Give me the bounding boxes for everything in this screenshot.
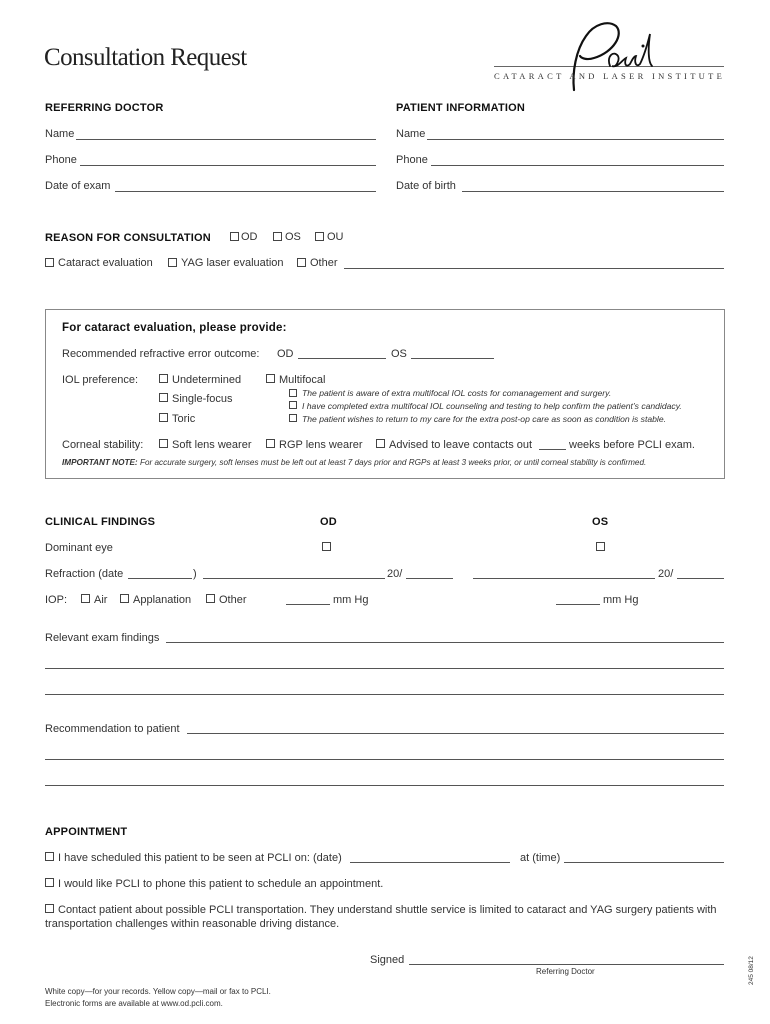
advised-contacts-label: Advised to leave contacts out: [389, 439, 533, 451]
os-option-label: OS: [285, 231, 301, 243]
os-checkbox[interactable]: [273, 232, 282, 241]
phone-patient-text: I would like PCLI to phone this patient to schedule an appointment.: [58, 878, 384, 890]
pacific-logo-signature: [552, 12, 662, 102]
transportation-text-2: transportation challenges within reasonable driving distance.: [45, 918, 340, 930]
transportation-text-1: Contact patient about possible PCLI transportation. They understand shuttle service is limited to cataract and YAG surgery patients with: [58, 904, 717, 916]
iol-multifocal-label: Multifocal: [279, 374, 326, 386]
iop-od-unit: mm Hg: [333, 594, 369, 606]
refractive-od-label: OD: [277, 348, 294, 360]
refraction-od-field[interactable]: [203, 578, 385, 579]
reason-heading: REASON FOR CONSULTATION: [45, 232, 211, 244]
soft-lens-checkbox[interactable]: [159, 439, 168, 448]
iol-toric-checkbox[interactable]: [159, 413, 168, 422]
other-reason-label: Other: [310, 257, 338, 269]
other-reason-field[interactable]: [344, 268, 724, 269]
multifocal-counseling-text: I have completed extra multifocal IOL counseling and testing to help confirm the patient’s candidacy.: [302, 401, 682, 411]
refraction-os-20: 20/: [658, 568, 674, 580]
iop-other-checkbox[interactable]: [206, 594, 215, 603]
dominant-od-checkbox[interactable]: [322, 542, 331, 551]
scheduled-time-field[interactable]: [564, 862, 724, 863]
relevant-findings-field-1[interactable]: [166, 642, 724, 643]
multifocal-aware-checkbox[interactable]: [289, 389, 297, 397]
iop-air-checkbox[interactable]: [81, 594, 90, 603]
weeks-field[interactable]: [539, 449, 566, 450]
clinical-os-heading: OS: [592, 516, 609, 528]
yag-eval-label: YAG laser evaluation: [181, 257, 284, 269]
iol-multifocal-checkbox[interactable]: [266, 374, 275, 383]
iol-preference-label: IOL preference:: [62, 374, 139, 386]
clinical-od-heading: OD: [320, 516, 337, 528]
weeks-before-label: weeks before PCLI exam.: [569, 439, 695, 451]
logo-subtitle: CATARACT AND LASER INSTITUTE: [494, 71, 726, 81]
recommendation-label: Recommendation to patient: [45, 723, 180, 735]
signed-label: Signed: [370, 954, 405, 966]
yag-eval-checkbox[interactable]: [168, 258, 177, 267]
relevant-findings-label: Relevant exam findings: [45, 632, 160, 644]
od-checkbox[interactable]: [230, 232, 239, 241]
cataract-eval-checkbox[interactable]: [45, 258, 54, 267]
transportation-checkbox[interactable]: [45, 904, 54, 913]
iol-single-focus-checkbox[interactable]: [159, 393, 168, 402]
footer-copies-text: White copy—for your records. Yellow copy—mail or fax to PCLI.: [45, 987, 271, 996]
doctor-name-label: Name: [45, 128, 75, 140]
dominant-eye-label: Dominant eye: [45, 542, 113, 554]
ou-option-label: OU: [327, 231, 344, 243]
doctor-name-field[interactable]: [76, 139, 376, 140]
rgp-lens-checkbox[interactable]: [266, 439, 275, 448]
refraction-date-field[interactable]: [128, 578, 192, 579]
doctor-phone-field[interactable]: [80, 165, 376, 166]
scheduled-date-field[interactable]: [350, 862, 510, 863]
corneal-stability-label: Corneal stability:: [62, 439, 144, 451]
important-note: [62, 458, 646, 467]
iop-air-label: Air: [94, 594, 108, 606]
relevant-findings-field-3[interactable]: [45, 694, 724, 695]
iop-od-field[interactable]: [286, 604, 330, 605]
iol-single-focus-label: Single-focus: [172, 393, 233, 405]
refractive-outcome-label: Recommended refractive error outcome:: [62, 348, 260, 360]
footer-electronic-text: Electronic forms are available at www.od.pcli.com.: [45, 999, 223, 1008]
rgp-lens-label: RGP lens wearer: [279, 439, 363, 451]
dob-field[interactable]: [462, 191, 724, 192]
important-note-label: IMPORTANT NOTE:: [62, 458, 138, 467]
patient-phone-label: Phone: [396, 154, 428, 166]
refractive-os-label: OS: [391, 348, 407, 360]
cataract-box-heading: For cataract evaluation, please provide:: [62, 322, 287, 334]
recommendation-field-3[interactable]: [45, 785, 724, 786]
relevant-findings-field-2[interactable]: [45, 668, 724, 669]
refraction-od-acuity-field[interactable]: [406, 578, 453, 579]
multifocal-return-checkbox[interactable]: [289, 414, 297, 422]
patient-info-heading: PATIENT INFORMATION: [396, 102, 526, 114]
iop-os-field[interactable]: [556, 604, 600, 605]
iop-other-label: Other: [219, 594, 247, 606]
soft-lens-label: Soft lens wearer: [172, 439, 252, 451]
scheduled-text: I have scheduled this patient to be seen at PCLI on: (date): [58, 852, 342, 864]
refraction-label: Refraction (date: [45, 568, 124, 580]
patient-name-label: Name: [396, 128, 426, 140]
iop-os-unit: mm Hg: [603, 594, 639, 606]
od-option-label: OD: [241, 231, 258, 243]
iop-applanation-checkbox[interactable]: [120, 594, 129, 603]
refraction-os-acuity-field[interactable]: [677, 578, 724, 579]
scheduled-checkbox[interactable]: [45, 852, 54, 861]
scheduled-time-label: at (time): [520, 852, 561, 864]
iol-undetermined-label: Undetermined: [172, 374, 242, 386]
multifocal-aware-text: The patient is aware of extra multifocal IOL costs for comanagement and surgery.: [302, 388, 612, 398]
phone-patient-checkbox[interactable]: [45, 878, 54, 887]
patient-phone-field[interactable]: [431, 165, 724, 166]
advised-contacts-checkbox[interactable]: [376, 439, 385, 448]
other-reason-checkbox[interactable]: [297, 258, 306, 267]
cataract-eval-label: Cataract evaluation: [58, 257, 153, 269]
iol-undetermined-checkbox[interactable]: [159, 374, 168, 383]
iop-label: IOP:: [45, 594, 68, 606]
iop-applanation-label: Applanation: [133, 594, 192, 606]
refraction-od-20: 20/: [387, 568, 403, 580]
referring-doctor-caption: Referring Doctor: [536, 967, 595, 976]
dominant-os-checkbox[interactable]: [596, 542, 605, 551]
clinical-findings-heading: CLINICAL FINDINGS: [45, 516, 156, 528]
appointment-heading: APPOINTMENT: [45, 826, 128, 838]
multifocal-return-text: The patient wishes to return to my care for the extra post-op care as soon as condition is stable.: [302, 414, 666, 424]
multifocal-counseling-checkbox[interactable]: [289, 401, 297, 409]
recommendation-field-2[interactable]: [45, 759, 724, 760]
patient-name-field[interactable]: [427, 139, 724, 140]
refraction-close-paren: ): [193, 568, 197, 580]
dob-label: Date of birth: [396, 180, 456, 192]
date-of-exam-field[interactable]: [115, 191, 376, 192]
signature-field[interactable]: [409, 964, 724, 965]
refraction-os-field[interactable]: [473, 578, 655, 579]
important-note-text: For accurate surgery, soft lenses must be left out at least 7 days prior and RGPs at least 3 weeks prior, or until corneal stability is confirmed.: [139, 458, 647, 467]
date-of-exam-label: Date of exam: [45, 180, 111, 192]
iol-toric-label: Toric: [172, 413, 196, 425]
recommendation-field-1[interactable]: [187, 733, 724, 734]
form-code: 245 08/12: [748, 956, 755, 985]
refractive-od-field[interactable]: [298, 358, 386, 359]
referring-doctor-heading: REFERRING DOCTOR: [45, 102, 164, 114]
page-title: Consultation Request: [44, 44, 247, 71]
doctor-phone-label: Phone: [45, 154, 77, 166]
refractive-os-field[interactable]: [411, 358, 494, 359]
ou-checkbox[interactable]: [315, 232, 324, 241]
